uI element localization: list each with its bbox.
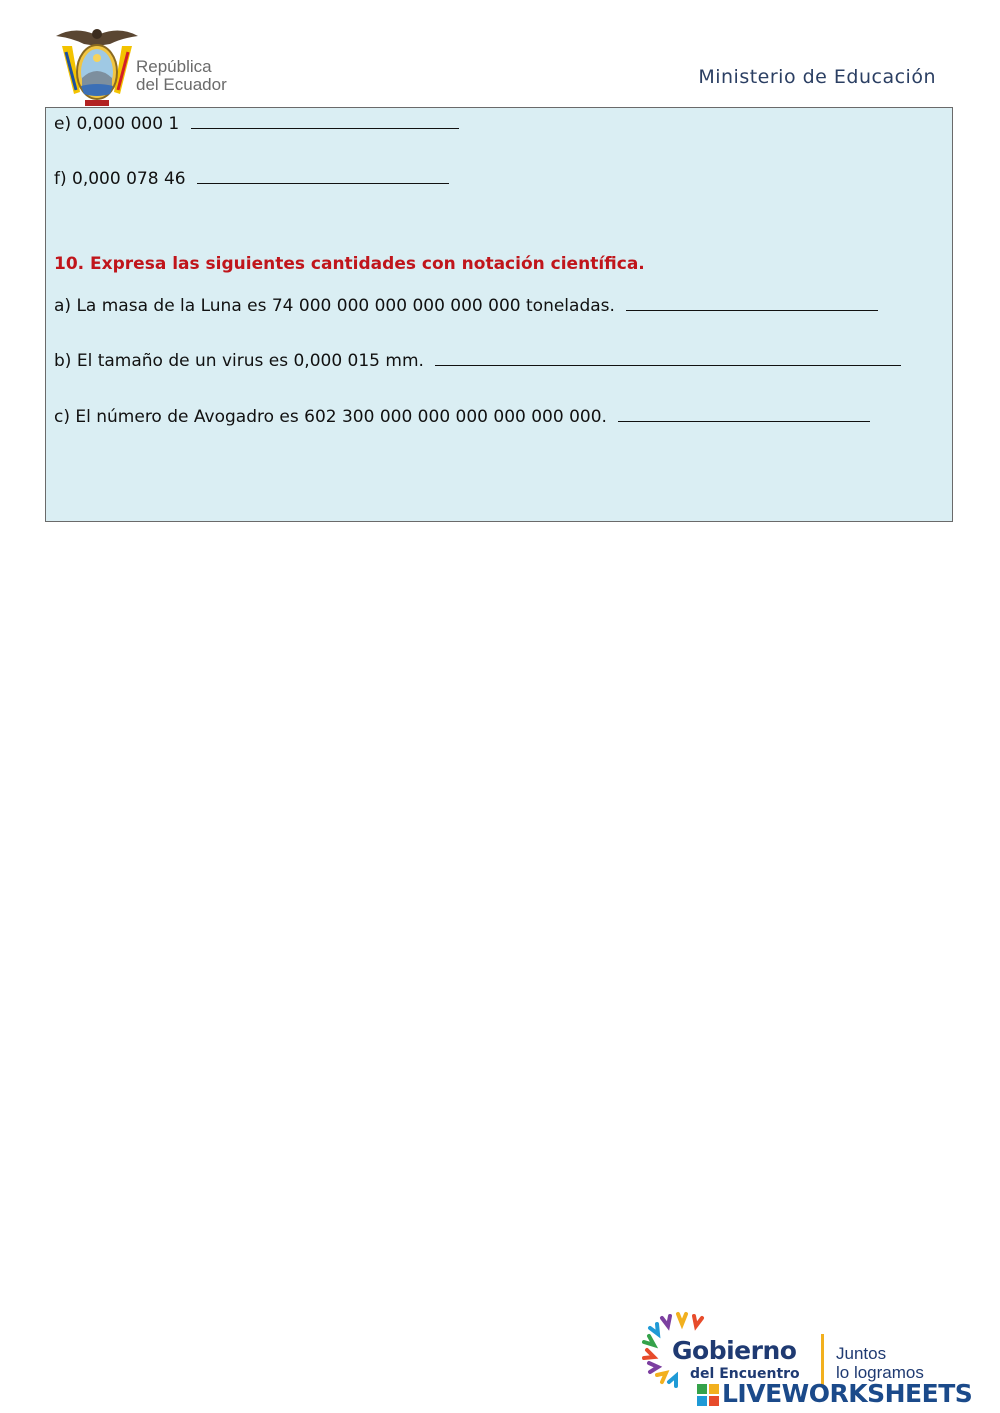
- republic-line-2: del Ecuador: [136, 75, 227, 94]
- live-badge-icon: [697, 1384, 719, 1406]
- juntos-line-1: Juntos: [836, 1344, 887, 1363]
- question-10-a-row: [54, 296, 878, 316]
- question-10-b-text: b) El tamaño de un virus es 0,000 015 mm.: [54, 351, 424, 371]
- item-f-text: f) 0,000 078 46: [54, 169, 186, 189]
- item-f-row: [54, 169, 449, 189]
- question-10-title: 10. Expresa las siguientes cantidades con notación científica.: [54, 254, 645, 274]
- question-10-c-text: c) El número de Avogadro es 602 300 000 000 000 000 000 000.: [54, 407, 607, 427]
- del-encuentro-label: del Encuentro: [690, 1366, 800, 1382]
- item-e-text: e) 0,000 000 1: [54, 114, 180, 134]
- question-10-c-answer-blank[interactable]: [618, 407, 870, 422]
- question-10-b-answer-blank[interactable]: [435, 351, 901, 366]
- republic-line-1: República: [136, 57, 212, 76]
- item-e-row: [54, 114, 459, 134]
- juntos-label: [836, 1344, 924, 1382]
- ministry-label: Ministerio de Educación: [698, 66, 936, 88]
- liveworksheets-logo-text: LIVEWORKSHEETS: [722, 1379, 973, 1408]
- question-10-a-answer-blank[interactable]: [626, 296, 878, 311]
- question-10-a-text: a) La masa de la Luna es 74 000 000 000 000 000 000 toneladas.: [54, 296, 615, 316]
- item-f-answer-blank[interactable]: [197, 169, 449, 184]
- gobierno-label: Gobierno: [672, 1336, 797, 1365]
- juntos-line-2: lo logramos: [836, 1363, 924, 1382]
- ecuador-coat-of-arms-icon: [52, 24, 142, 110]
- question-10-b-row: [54, 351, 901, 371]
- item-e-answer-blank[interactable]: [191, 114, 459, 129]
- question-10-c-row: [54, 407, 870, 427]
- worksheet-panel: [45, 107, 953, 522]
- republic-ecuador-label: [136, 58, 227, 94]
